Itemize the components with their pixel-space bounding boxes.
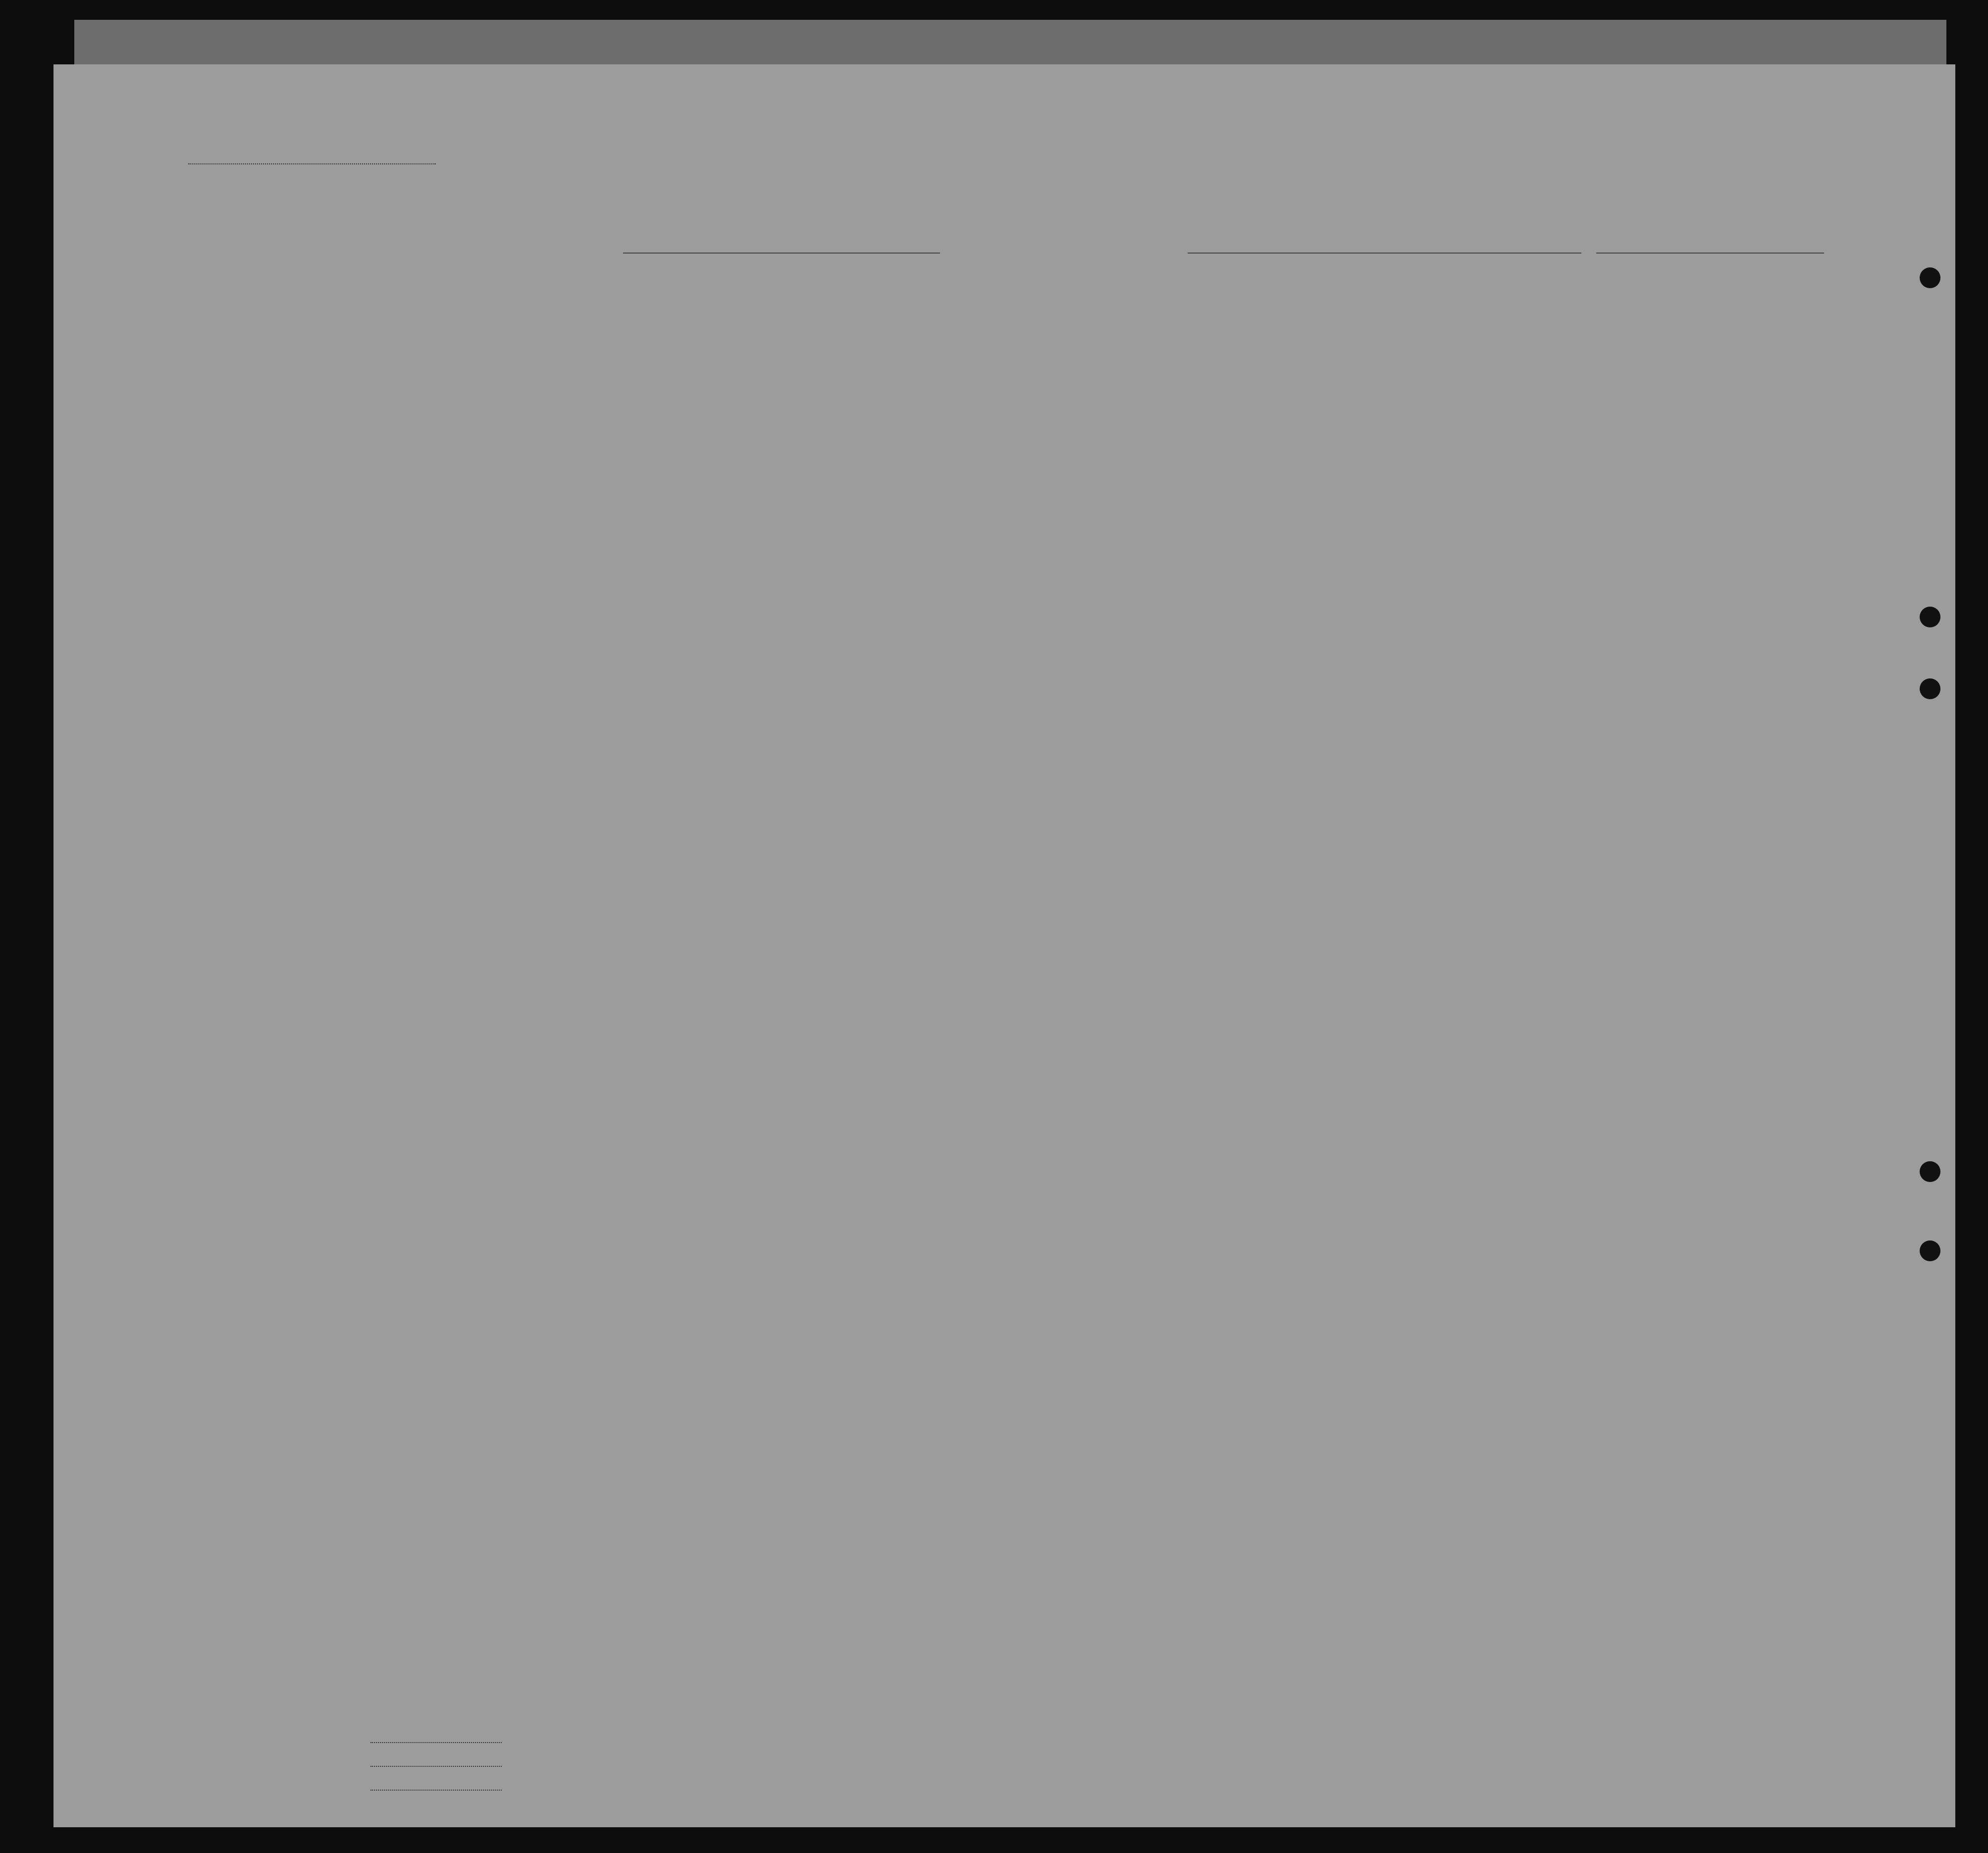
- total-passengers-line[interactable]: [370, 1742, 502, 1743]
- aliens-line[interactable]: [370, 1790, 502, 1791]
- check-marks: [53, 64, 1955, 1827]
- binder-hole: [1920, 267, 1940, 288]
- us-citizens-line[interactable]: [370, 1766, 502, 1767]
- binder-hole: [1920, 1240, 1940, 1261]
- binder-hole: [1920, 1161, 1940, 1182]
- manifest-sheet: [53, 64, 1955, 1827]
- binder-hole: [1920, 678, 1940, 699]
- binder-hole: [1920, 607, 1940, 627]
